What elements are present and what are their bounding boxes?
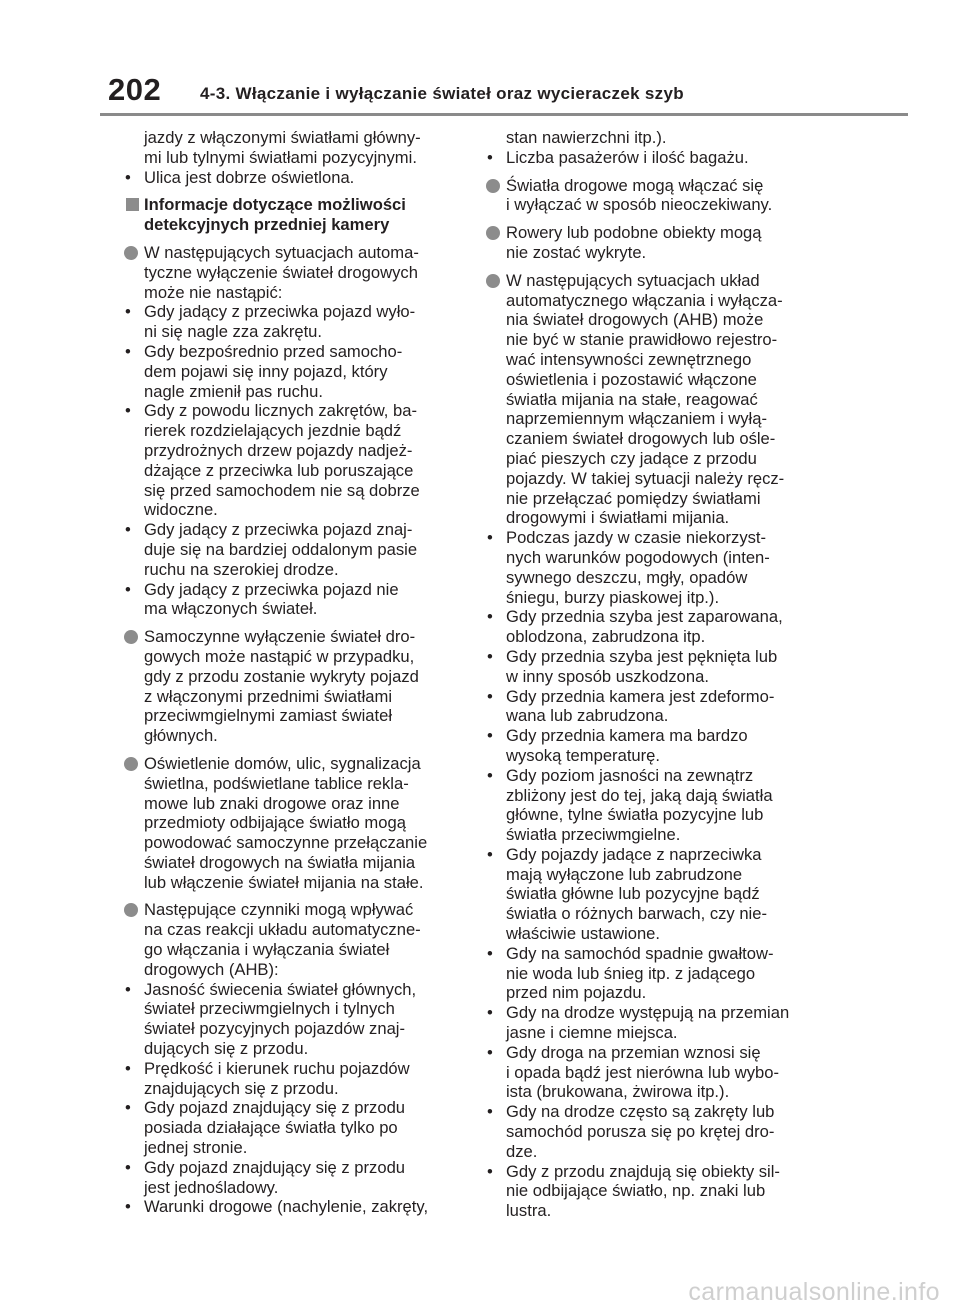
bullet-dot-icon: • — [487, 646, 493, 666]
circle-bullet-icon — [124, 630, 138, 644]
bullet-text: ruchu na szerokiej drodze. — [144, 559, 339, 579]
bullet-dot-icon: • — [487, 607, 493, 627]
bullet-item — [480, 1043, 825, 1102]
header-divider — [100, 113, 908, 116]
bullet-text: nie woda lub śnieg itp. z jadącego — [506, 963, 756, 983]
bullet-text: wysoką temperaturę. — [506, 745, 661, 765]
text-line: oświetlenia i pozostawić włączone — [506, 369, 757, 389]
bullet-text: jednej stronie. — [144, 1138, 248, 1158]
bullet-text: posiada działające światła tylko po — [144, 1118, 398, 1138]
text-line: gowych może nastąpić w przypadku, — [144, 646, 415, 666]
circle-bullet-icon — [486, 226, 500, 240]
text-line: tyczne wyłączenie świateł drogowych — [144, 262, 418, 282]
continued-text-line: jazdy z włączonymi światłami główny- — [144, 128, 421, 147]
bullet-item — [118, 168, 463, 188]
bullet-text: dujących się z przodu. — [144, 1039, 309, 1059]
note-paragraph — [480, 223, 825, 263]
bullet-text: lustra. — [506, 1201, 552, 1221]
bullet-text: dze. — [506, 1141, 538, 1161]
bullet-item — [118, 1197, 463, 1217]
bullet-text: widoczne. — [144, 500, 218, 520]
bullet-text: świateł przeciwmgielnych i tylnych — [144, 999, 395, 1019]
text-line: drogowymi i światłami mijania. — [506, 508, 730, 528]
bullet-item — [480, 766, 825, 845]
bullet-text: główne, tylne światła pozycyjne lub — [506, 805, 764, 825]
bullet-text: śniegu, burzy piaskowej itp.). — [506, 587, 720, 607]
text-line: na czas reakcji układu automatyczne- — [144, 920, 421, 940]
bullet-text: Gdy na drodze występują na przemian — [506, 1003, 790, 1023]
bullet-item — [480, 607, 825, 647]
bullet-text: Jasność świecenia świateł głównych, — [144, 979, 417, 999]
bullet-item — [118, 1158, 463, 1198]
text-line: przedmioty odbijające światło mogą — [144, 813, 406, 833]
text-line: gdy z przodu zostanie wykryty pojazd — [144, 666, 419, 686]
left-column — [118, 128, 463, 1217]
bullet-item — [480, 1003, 825, 1043]
bullet-dot-icon: • — [125, 1058, 131, 1078]
bullet-dot-icon: • — [487, 943, 493, 963]
text-line: W następujących sytuacjach automa- — [144, 242, 419, 262]
bullet-text: ma włączonych świateł. — [144, 599, 318, 619]
text-line: z włączonymi przednimi światłami — [144, 686, 393, 706]
bullet-item — [118, 1098, 463, 1157]
bullet-dot-icon: • — [487, 1102, 493, 1122]
bullet-dot-icon: • — [125, 1157, 131, 1177]
bullet-text: nych warunków pogodowych (inten- — [506, 547, 770, 567]
bullet-text: nie odbijające światło, np. znaki lub — [506, 1181, 766, 1201]
bullet-text: jest jednośladowy. — [144, 1177, 279, 1197]
bullet-text: Liczba pasażerów i ilość bagażu. — [506, 147, 749, 167]
text-line: Rowery lub podobne obiekty mogą — [506, 223, 762, 243]
bullet-text: Warunki drogowe (nachylenie, zakręty, — [144, 1197, 429, 1217]
bullet-dot-icon: • — [487, 1042, 493, 1062]
text-line: światła mijania na stałe, reagować — [506, 389, 758, 409]
text-line: lub włączenie świateł mijania na stałe. — [144, 872, 424, 892]
bullet-dot-icon: • — [125, 341, 131, 361]
text-line: głównych. — [144, 726, 218, 746]
bullet-text: Gdy pojazd znajdujący się z przodu — [144, 1098, 406, 1118]
bullet-item — [480, 1102, 825, 1161]
bullet-text: Gdy bezpośrednio przed samocho- — [144, 341, 403, 361]
bullet-text: dem pojawi się inny pojazd, który — [144, 361, 388, 381]
bullet-item — [480, 687, 825, 727]
bullet-text: Ulica jest dobrze oświetlona. — [144, 167, 355, 187]
bullet-dot-icon: • — [125, 401, 131, 421]
heading-line: detekcyjnych przedniej kamery — [144, 215, 390, 235]
note-paragraph — [480, 176, 825, 216]
bullet-text: przydrożnych drzew pojazdy nadjeż- — [144, 440, 413, 460]
circle-bullet-icon — [486, 274, 500, 288]
section-title: 4-3. Włączanie i wyłączanie świateł oraz wycieraczek szyb — [200, 84, 684, 103]
bullet-text: samochód porusza się po krętej dro- — [506, 1122, 775, 1142]
bullet-item — [480, 944, 825, 1003]
bullet-text: światła o różnych barwach, czy nie- — [506, 904, 767, 924]
text-line: W następujących sytuacjach układ — [506, 270, 760, 290]
text-line: i wyłączać w sposób nieoczekiwany. — [506, 195, 773, 215]
continued-text-line: stan nawierzchni itp.). — [506, 128, 667, 147]
bullet-text: duje się na bardziej oddalonym pasie — [144, 539, 418, 559]
text-line: nie być w stanie prawidłowo rejestro- — [506, 330, 778, 350]
bullet-item — [480, 647, 825, 687]
text-line: go włączania i wyłączania świateł — [144, 940, 390, 960]
text-line: może nie nastąpić: — [144, 282, 283, 302]
text-line: nie zostać wykryte. — [506, 242, 647, 262]
bullet-dot-icon: • — [487, 528, 493, 548]
right-column — [480, 128, 825, 1221]
note-paragraph — [118, 243, 463, 302]
bullet-text: Gdy przednia szyba jest pęknięta lub — [506, 646, 778, 666]
bullet-item — [480, 148, 825, 168]
text-line: automatycznego włączania i wyłącza- — [506, 290, 783, 310]
bullet-text: Podczas jazdy w czasie niekorzyst- — [506, 528, 767, 548]
text-line: nia świateł drogowych (AHB) może — [506, 310, 764, 330]
note-paragraph — [118, 754, 463, 893]
bullet-item — [118, 302, 463, 342]
bullet-text: rierek rozdzielających jezdnie bądź — [144, 421, 402, 441]
bullet-item — [118, 342, 463, 401]
text-line: świateł drogowych na światła mijania — [144, 852, 416, 872]
bullet-text: i opada bądź jest nierówna lub wybo- — [506, 1062, 780, 1082]
bullet-text: Gdy droga na przemian wznosi się — [506, 1042, 761, 1062]
bullet-text: światła przeciwmgielne. — [506, 825, 681, 845]
bullet-dot-icon: • — [125, 1197, 131, 1217]
text-line: Samoczynne wyłączenie świateł dro- — [144, 627, 416, 647]
note-paragraph — [118, 627, 463, 746]
bullet-item — [118, 580, 463, 620]
bullet-dot-icon: • — [125, 979, 131, 999]
bullet-item — [480, 528, 825, 607]
bullet-text: Gdy jadący z przeciwka pojazd znaj- — [144, 520, 413, 540]
bullet-item — [480, 1162, 825, 1221]
text-line: przeciwmgielnymi zamiast świateł — [144, 706, 393, 726]
circle-bullet-icon — [124, 246, 138, 260]
bullet-text: zbliżony jest do tej, jaką dają światła — [506, 785, 773, 805]
bullet-text: Gdy pojazd znajdujący się z przodu — [144, 1157, 406, 1177]
bullet-text: Prędkość i kierunek ruchu pojazdów — [144, 1058, 410, 1078]
bullet-text: Gdy na samochód spadnie gwałtow- — [506, 943, 774, 963]
bullet-item — [118, 980, 463, 1059]
bullet-text: jasne i ciemne miejsca. — [506, 1023, 678, 1043]
square-bullet-icon — [126, 198, 139, 211]
watermark: carmanualsonline.info — [688, 1278, 940, 1306]
page-number: 202 — [108, 72, 162, 107]
continued-text-line: mi lub tylnymi światłami pozycyjnymi. — [144, 147, 417, 167]
text-line: naprzemiennym włączaniem i wyłą- — [506, 409, 767, 429]
bullet-text: Gdy z powodu licznych zakrętów, ba- — [144, 401, 418, 421]
bullet-dot-icon: • — [487, 765, 493, 785]
bullet-text: znajdujących się z przodu. — [144, 1078, 339, 1098]
bullet-text: mają wyłączone lub zabrudzone — [506, 864, 743, 884]
bullet-text: w inny sposób uszkodzona. — [506, 666, 709, 686]
bullet-dot-icon: • — [125, 520, 131, 540]
circle-bullet-icon — [486, 179, 500, 193]
bullet-item — [480, 845, 825, 944]
bullet-text: światła główne lub pozycyjne bądź — [506, 884, 760, 904]
bullet-item — [118, 520, 463, 579]
bullet-text: ista (brukowana, żwirowa itp.). — [506, 1082, 730, 1102]
text-line: świetlna, podświetlane tablice rekla- — [144, 773, 409, 793]
bullet-text: Gdy pojazdy jadące z naprzeciwka — [506, 844, 762, 864]
bullet-text: sywnego deszczu, mgły, opadów — [506, 567, 748, 587]
circle-bullet-icon — [124, 757, 138, 771]
bullet-item — [480, 726, 825, 766]
bullet-dot-icon: • — [487, 1161, 493, 1181]
bullet-item — [118, 401, 463, 520]
text-line: wać intensywności zewnętrznego — [506, 349, 752, 369]
bullet-text: oblodzona, zabrudzona itp. — [506, 627, 706, 647]
page-header — [0, 0, 960, 120]
bullet-dot-icon: • — [125, 1098, 131, 1118]
bullet-text: nagle zmienił pas ruchu. — [144, 381, 323, 401]
bullet-text: Gdy przednia kamera ma bardzo — [506, 726, 748, 746]
text-line: nie przełączać pomiędzy światłami — [506, 488, 761, 508]
heading-line: Informacje dotyczące możliwości — [144, 195, 406, 215]
text-line: pojazdy. W takiej sytuacji należy ręcz- — [506, 468, 785, 488]
bullet-text: Gdy przednia szyba jest zaparowana, — [506, 607, 783, 627]
bullet-text: Gdy poziom jasności na zewnątrz — [506, 765, 754, 785]
bullet-text: ni się nagle zza zakrętu. — [144, 322, 323, 342]
bullet-text: Gdy na drodze często są zakręty lub — [506, 1102, 775, 1122]
note-paragraph — [480, 271, 825, 528]
text-line: drogowych (AHB): — [144, 959, 279, 979]
bullet-dot-icon: • — [487, 147, 493, 167]
bullet-dot-icon: • — [125, 167, 131, 187]
text-line: czaniem świateł drogowych lub ośle- — [506, 429, 776, 449]
bullet-text: Gdy jadący z przeciwka pojazd nie — [144, 579, 399, 599]
bullet-text: przed nim pojazdu. — [506, 983, 647, 1003]
bullet-dot-icon: • — [487, 844, 493, 864]
bullet-text: dżające z przeciwka lub poruszające — [144, 460, 414, 480]
bullet-text: świateł pozycyjnych pojazdów znaj- — [144, 1019, 406, 1039]
bullet-text: Gdy przednia kamera jest zdeformo- — [506, 686, 775, 706]
text-line: powodować samoczynne przełączanie — [144, 833, 428, 853]
bullet-dot-icon: • — [125, 579, 131, 599]
text-line: Następujące czynniki mogą wpływać — [144, 900, 414, 920]
bullet-text: Gdy z przodu znajdują się obiekty sil- — [506, 1161, 780, 1181]
note-paragraph — [118, 900, 463, 979]
subsection-heading — [118, 195, 463, 235]
bullet-dot-icon: • — [487, 1003, 493, 1023]
bullet-dot-icon: • — [125, 302, 131, 322]
text-line: Oświetlenie domów, ulic, sygnalizacja — [144, 753, 421, 773]
bullet-dot-icon: • — [487, 726, 493, 746]
bullet-text: się przed samochodem nie są dobrze — [144, 480, 420, 500]
text-line: mowe lub znaki drogowe oraz inne — [144, 793, 400, 813]
bullet-dot-icon: • — [487, 686, 493, 706]
text-line: Światła drogowe mogą włączać się — [506, 175, 764, 195]
bullet-text: wana lub zabrudzona. — [506, 706, 669, 726]
bullet-text: Gdy jadący z przeciwka pojazd wyło- — [144, 302, 416, 322]
bullet-text: właściwie ustawione. — [506, 924, 661, 944]
text-line: piać pieszych czy jadące z przodu — [506, 448, 757, 468]
circle-bullet-icon — [124, 903, 138, 917]
bullet-item — [118, 1059, 463, 1099]
